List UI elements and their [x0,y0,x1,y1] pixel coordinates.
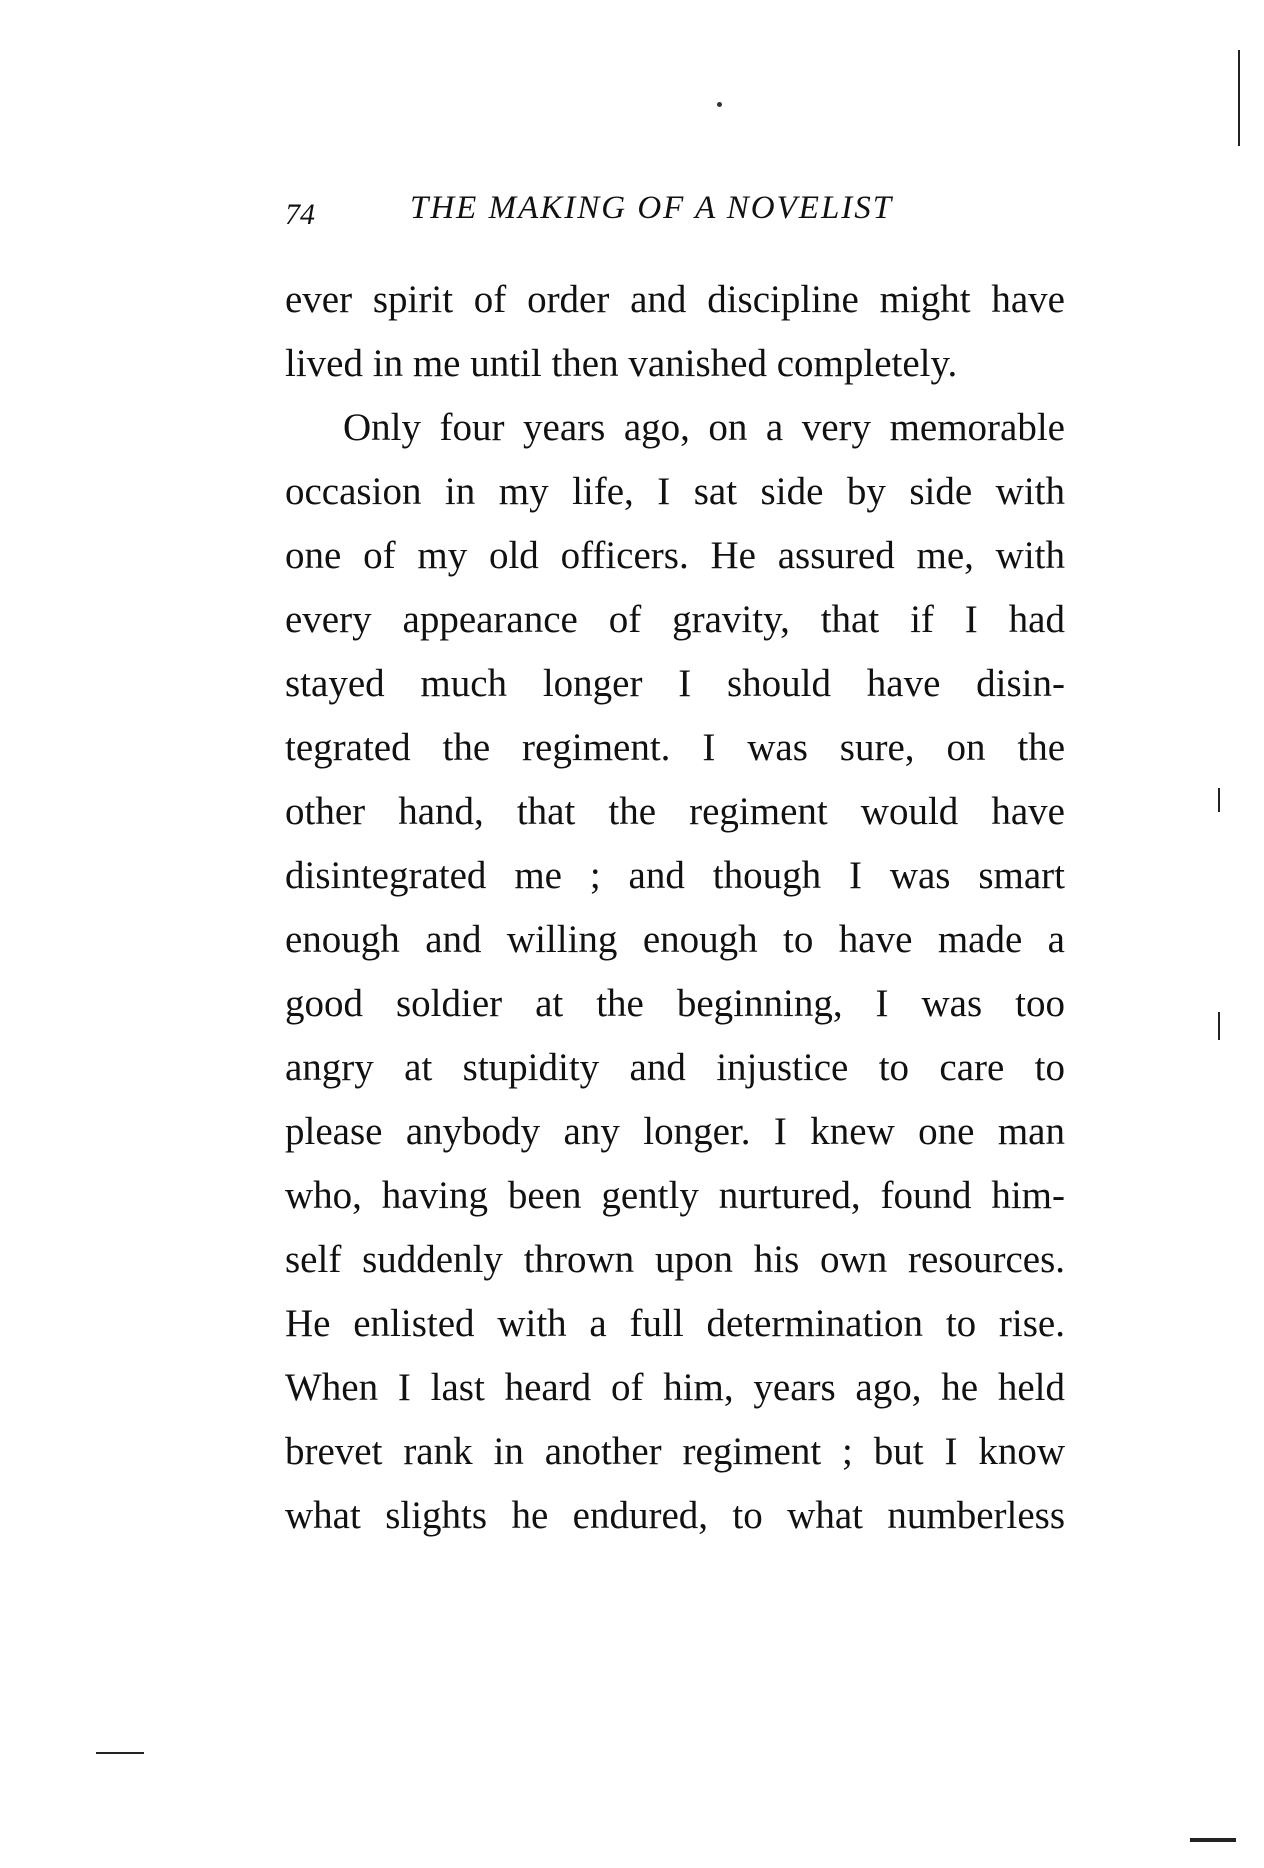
scan-dash-bottom-left [96,1752,144,1754]
text-line: occasion in my life, I sat side by side with [285,470,1065,513]
text-line: brevet rank in another regiment ; but I know [285,1430,1065,1473]
page-header [285,190,1065,240]
text-line: what slights he endured, to what numberless [285,1494,1065,1537]
text-line: lived in me until then vanished completely. [285,342,958,385]
text-line: good soldier at the beginning, I was too [285,982,1065,1025]
text-line: every appearance of gravity, that if I had [285,598,1065,641]
text-line: When I last heard of him, years ago, he held [285,1366,1065,1409]
scan-mark-right-1 [1218,788,1220,812]
text-line: enough and willing enough to have made a [285,918,1065,961]
text-line: disintegrated me ; and though I was smart [285,854,1065,897]
scan-mark-right-2 [1218,1012,1220,1040]
scan-speck-top [717,102,722,107]
text-line: ever spirit of order and discipline might have [285,278,1065,321]
text-line: please anybody any longer. I knew one man [285,1110,1065,1153]
text-line: self suddenly thrown upon his own resources. [285,1238,1065,1281]
text-line: He enlisted with a full determination to rise. [285,1302,1065,1345]
text-line: Only four years ago, on a very memorable [343,406,1065,449]
scan-mark-top-right [1238,50,1240,146]
text-line: one of my old officers. He assured me, with [285,534,1065,577]
body-text [285,268,1065,1548]
text-line: stayed much longer I should have disin- [285,662,1065,705]
text-line: who, having been gently nurtured, found him- [285,1174,1065,1217]
running-title: THE MAKING OF A NOVELIST [410,190,894,226]
text-line: other hand, that the regiment would have [285,790,1065,833]
text-line: tegrated the regiment. I was sure, on the [285,726,1065,769]
page-number: 74 [285,198,315,231]
scan-dash-bottom-right [1190,1838,1236,1842]
text-line: angry at stupidity and injustice to care to [285,1046,1065,1089]
